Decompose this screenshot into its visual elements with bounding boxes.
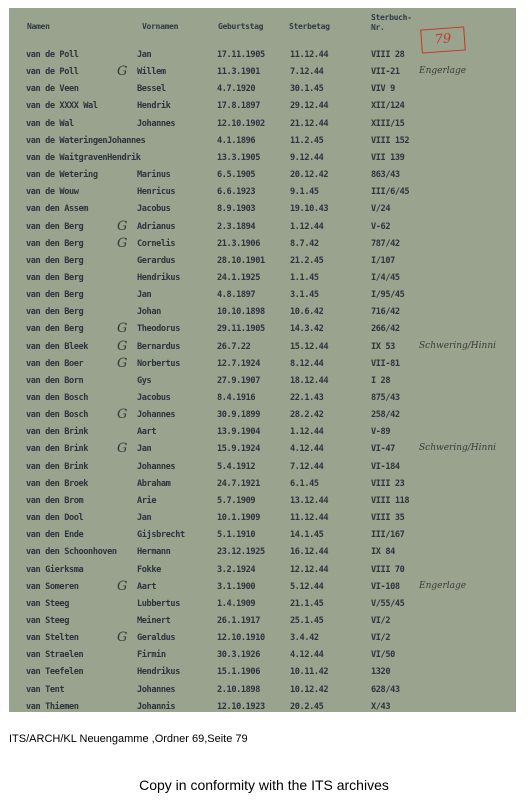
cell-first-name: Gijsbrecht	[137, 530, 185, 541]
cell-birth-date: 23.12.1925	[217, 547, 265, 558]
handwritten-mark: G	[117, 441, 128, 457]
cell-birth-date: 11.3.1901	[217, 67, 260, 78]
cell-register-number: I 28	[371, 375, 391, 386]
cell-death-date: 11.12.44	[290, 513, 329, 524]
cell-register-number: VI-184	[371, 461, 400, 472]
cell-name: van Straelen	[26, 650, 84, 661]
cell-birth-date: 8.4.1916	[217, 393, 256, 403]
cell-first-name: Adrianus	[137, 221, 176, 232]
cell-first-name: Jan	[137, 513, 152, 524]
cell-name: van de Poll	[26, 67, 79, 78]
cell-death-date: 11.12.44	[290, 50, 329, 60]
cell-register-number: V/55/45	[371, 598, 405, 609]
cell-name: van den Bosch	[26, 393, 89, 403]
cell-death-date: 22.1.43	[290, 393, 324, 403]
cell-first-name: Willem	[137, 67, 166, 78]
cell-register-number: 875/43	[371, 393, 400, 403]
cell-death-date: 21.12.44	[290, 118, 329, 129]
cell-name: van den Dool	[26, 513, 84, 524]
cell-name: van Steeg	[26, 615, 69, 626]
cell-birth-date: 2.3.1894	[217, 221, 256, 232]
cell-first-name: Abraham	[137, 478, 171, 489]
cell-birth-date: 30.3.1926	[217, 650, 260, 661]
cell-name: van den Boer	[26, 358, 84, 369]
cell-register-number: 628/43	[371, 684, 400, 695]
cell-name: van de Wouw	[26, 187, 79, 198]
cell-death-date: 21.2.45	[290, 255, 324, 266]
cell-death-date: 10.11.42	[290, 667, 329, 678]
header-vornamen: Vornamen	[142, 22, 179, 31]
cell-name: van den Brom	[26, 495, 84, 506]
cell-register-number: 266/42	[371, 324, 400, 335]
header-geburtstag: Geburtstag	[218, 22, 264, 31]
cell-name: van Someren	[26, 581, 79, 592]
cell-death-date: 10.6.42	[290, 307, 324, 318]
cell-first-name: Lubbertus	[137, 598, 180, 609]
archive-reference: ITS/ARCH/KL Neuengamme ,Ordner 69,Seite 79	[9, 733, 248, 745]
cell-first-name: Jan	[137, 50, 152, 60]
cell-death-date: 4.12.44	[290, 650, 324, 661]
cell-death-date: 1.12.44	[290, 427, 324, 438]
cell-birth-date: 3.2.1924	[217, 564, 256, 575]
cell-register-number: III/6/45	[371, 187, 410, 198]
cell-first-name: Meinert	[137, 615, 171, 626]
cell-first-name: Hendrik	[137, 101, 171, 112]
cell-birth-date: 13.9.1904	[217, 427, 260, 438]
cell-birth-date: 5.7.1909	[217, 495, 256, 506]
cell-name: van den Bleek	[26, 341, 89, 352]
cell-register-number: VI/2	[371, 633, 391, 644]
cell-name: van Teefelen	[26, 667, 84, 678]
cell-name: van den Bosch	[26, 410, 89, 421]
handwritten-margin-note: Engerlage	[419, 580, 467, 591]
cell-first-name: Geraldus	[137, 633, 176, 644]
header-namen: Namen	[27, 22, 50, 31]
cell-register-number: IX 53	[371, 341, 395, 352]
cell-birth-date: 6.6.1923	[217, 187, 256, 198]
cell-register-number: VIII 70	[371, 564, 405, 575]
cell-register-number: 716/42	[371, 307, 400, 318]
handwritten-mark: G	[117, 578, 128, 594]
cell-death-date: 4.12.44	[290, 444, 324, 455]
cell-birth-date: 5.1.1910	[217, 530, 256, 541]
cell-first-name: Johannes	[137, 410, 176, 421]
cell-register-number: VIII 23	[371, 478, 405, 489]
cell-register-number: VIII 28	[371, 50, 405, 60]
handwritten-mark: G	[117, 630, 128, 646]
cell-name: van den Brink	[26, 427, 89, 438]
handwritten-mark: G	[117, 338, 128, 354]
cell-name: van den Berg	[26, 255, 84, 266]
cell-register-number: X/43	[371, 701, 391, 712]
cell-birth-date: 15.9.1924	[217, 444, 260, 455]
cell-birth-date: 1.4.1909	[217, 598, 256, 609]
copy-notice: Copy in conformity with the ITS archives	[139, 777, 389, 793]
cell-name: van den Berg	[26, 272, 84, 283]
cell-register-number: VI/2	[371, 615, 391, 626]
cell-birth-date: 10.10.1898	[217, 307, 265, 318]
cell-death-date: 5.12.44	[290, 581, 324, 592]
cell-birth-date: 6.5.1905	[217, 170, 256, 181]
cell-first-name: Firmin	[137, 650, 166, 661]
cell-name: van Steeg	[26, 598, 69, 609]
cell-death-date: 20.12.42	[290, 170, 329, 181]
handwritten-mark: G	[117, 407, 128, 423]
cell-birth-date: 4.7.1920	[217, 84, 256, 95]
cell-register-number: VIII 35	[371, 513, 405, 524]
cell-register-number: VI/50	[371, 650, 395, 661]
cell-birth-date: 26.7.22	[217, 341, 251, 352]
cell-name: van den Berg	[26, 290, 84, 301]
cell-name: van den Berg	[26, 221, 84, 232]
cell-death-date: 15.12.44	[290, 341, 329, 352]
cell-first-name: Jan	[137, 290, 152, 301]
cell-first-name: Jacobus	[137, 204, 171, 215]
cell-first-name: Norbertus	[137, 358, 180, 369]
cell-register-number: VI-108	[371, 581, 400, 592]
cell-death-date: 7.12.44	[290, 461, 324, 472]
cell-register-number: VIII 152	[371, 135, 410, 146]
cell-death-date: 30.1.45	[290, 84, 324, 95]
cell-register-number: VI-47	[371, 444, 395, 455]
cell-first-name: Gys	[137, 375, 152, 386]
cell-first-name: Gerardus	[137, 255, 176, 266]
cell-first-name: Johannes	[137, 461, 176, 472]
cell-death-date: 14.1.45	[290, 530, 324, 541]
cell-first-name: Jacobus	[137, 393, 171, 403]
cell-first-name: Jan	[137, 444, 152, 455]
cell-first-name: Bessel	[137, 84, 166, 95]
cell-register-number: XII/124	[371, 101, 405, 112]
cell-register-number: VII-21	[371, 67, 400, 78]
cell-birth-date: 27.9.1907	[217, 375, 260, 386]
cell-death-date: 6.1.45	[290, 478, 319, 489]
cell-death-date: 12.12.44	[290, 564, 329, 575]
cell-death-date: 19.10.43	[290, 204, 329, 215]
cell-register-number: 863/43	[371, 170, 400, 181]
cell-death-date: 7.12.44	[290, 67, 324, 78]
cell-register-number: V/24	[371, 204, 391, 215]
cell-register-number: 258/42	[371, 410, 400, 421]
cell-name: van den Brink	[26, 461, 89, 472]
cell-birth-date: 10.1.1909	[217, 513, 260, 524]
cell-register-number: 1320	[371, 667, 391, 678]
handwritten-margin-note: Engerlage	[419, 66, 467, 77]
cell-birth-date: 2.10.1898	[217, 684, 260, 695]
cell-name: van de Poll	[26, 50, 79, 60]
cell-death-date: 25.1.45	[290, 615, 324, 626]
cell-first-name: Aart	[137, 581, 157, 592]
cell-name: van den Ende	[26, 530, 84, 541]
handwritten-mark: G	[117, 355, 128, 371]
cell-birth-date: 24.1.1925	[217, 272, 260, 283]
cell-name: van den Born	[26, 375, 84, 386]
cell-death-date: 21.1.45	[290, 598, 324, 609]
handwritten-margin-note: Schwering/Hinni	[419, 443, 497, 454]
cell-register-number: VII-81	[371, 358, 400, 369]
cell-name: van den Schoonhoven	[26, 547, 117, 558]
cell-register-number: VIII 118	[371, 495, 410, 506]
cell-death-date: 3.4.42	[290, 633, 319, 644]
cell-first-name: Hermann	[137, 547, 171, 558]
cell-death-date: 9.12.44	[290, 152, 324, 163]
cell-birth-date: 17.8.1897	[217, 101, 260, 112]
cell-death-date: 3.1.45	[290, 290, 319, 301]
cell-name: van den Brink	[26, 444, 89, 455]
cell-birth-date: 28.10.1901	[217, 255, 265, 266]
cell-register-number: I/95/45	[371, 290, 405, 301]
cell-name: van de XXXX Wal	[26, 101, 98, 112]
cell-name: van den Berg	[26, 324, 84, 335]
handwritten-margin-note: Schwering/Hinni	[419, 340, 497, 351]
cell-birth-date: 12.7.1924	[217, 358, 260, 369]
cell-birth-date: 12.10.1902	[217, 118, 265, 129]
cell-first-name: Johannes	[137, 118, 176, 129]
cell-name: van den Berg	[26, 307, 84, 318]
cell-birth-date: 12.10.1923	[217, 701, 265, 712]
cell-name: van Stelten	[26, 633, 79, 644]
cell-name: van de Wetering	[26, 170, 98, 181]
cell-register-number: IX 84	[371, 547, 395, 558]
cell-birth-date: 13.3.1905	[217, 152, 260, 163]
cell-birth-date: 24.7.1921	[217, 478, 260, 489]
cell-name: van Tent	[26, 684, 65, 695]
cell-register-number: III/167	[371, 530, 405, 541]
cell-death-date: 10.12.42	[290, 684, 329, 695]
cell-name: van den Berg	[26, 238, 84, 249]
cell-death-date: 1.1.45	[290, 272, 319, 283]
scanned-document	[9, 8, 516, 712]
cell-name: van de Wal	[26, 118, 74, 129]
cell-death-date: 8.7.42	[290, 238, 319, 249]
cell-first-name: Marinus	[137, 170, 171, 181]
cell-birth-date: 3.1.1900	[217, 581, 256, 592]
cell-first-name: Henricus	[137, 187, 176, 198]
cell-birth-date: 26.1.1917	[217, 615, 260, 626]
cell-first-name: Johan	[137, 307, 161, 318]
cell-death-date: 11.2.45	[290, 135, 324, 146]
cell-register-number: I/107	[371, 255, 395, 266]
cell-birth-date: 17.11.1905	[217, 50, 265, 60]
cell-first-name: Theodorus	[137, 324, 180, 335]
cell-name: van de WaitgravenHendrik	[26, 152, 141, 163]
cell-death-date: 13.12.44	[290, 495, 329, 506]
cell-birth-date: 5.4.1912	[217, 461, 256, 472]
cell-name: van Gierksma	[26, 564, 84, 575]
cell-first-name: Bernardus	[137, 341, 180, 352]
cell-register-number: XIII/15	[371, 118, 405, 129]
cell-register-number: V-89	[371, 427, 391, 438]
cell-death-date: 8.12.44	[290, 358, 324, 369]
cell-register-number: I/4/45	[371, 272, 400, 283]
header-sterbebuch-nr: Sterbuch- Nr.	[371, 13, 412, 32]
cell-name: van den Broek	[26, 478, 89, 489]
cell-birth-date: 29.11.1905	[217, 324, 265, 335]
cell-birth-date: 15.1.1906	[217, 667, 260, 678]
cell-birth-date: 12.10.1910	[217, 633, 265, 644]
header-sterbetag: Sterbetag	[289, 22, 330, 31]
cell-name: van den Assem	[26, 204, 89, 215]
cell-first-name: Arie	[137, 495, 157, 506]
cell-death-date: 14.3.42	[290, 324, 324, 335]
cell-first-name: Cornelis	[137, 238, 176, 249]
cell-first-name: Aart	[137, 427, 157, 438]
handwritten-mark: G	[117, 321, 128, 337]
page-number-stamp: 79	[420, 26, 466, 53]
cell-name: van Thiemen	[26, 701, 79, 712]
cell-death-date: 28.2.42	[290, 410, 324, 421]
handwritten-mark: G	[117, 235, 128, 251]
cell-register-number: 787/42	[371, 238, 400, 249]
cell-name: van de WateringenJohannes	[26, 135, 146, 146]
handwritten-mark: G	[117, 218, 128, 234]
cell-death-date: 20.2.45	[290, 701, 324, 712]
handwritten-mark: G	[117, 64, 128, 80]
cell-birth-date: 4.8.1897	[217, 290, 256, 301]
cell-register-number: VIV 9	[371, 84, 395, 95]
cell-birth-date: 21.3.1906	[217, 238, 260, 249]
cell-death-date: 29.12.44	[290, 101, 329, 112]
cell-birth-date: 8.9.1903	[217, 204, 256, 215]
cell-first-name: Fokke	[137, 564, 161, 575]
cell-first-name: Hendrikus	[137, 667, 180, 678]
cell-death-date: 9.1.45	[290, 187, 319, 198]
cell-first-name: Hendrikus	[137, 272, 180, 283]
cell-death-date: 16.12.44	[290, 547, 329, 558]
cell-birth-date: 4.1.1896	[217, 135, 256, 146]
cell-death-date: 18.12.44	[290, 375, 329, 386]
cell-name: van de Veen	[26, 84, 79, 95]
cell-register-number: V-62	[371, 221, 391, 232]
cell-birth-date: 30.9.1899	[217, 410, 260, 421]
cell-first-name: Johannis	[137, 701, 176, 712]
cell-register-number: VII 139	[371, 152, 405, 163]
cell-death-date: 1.12.44	[290, 221, 324, 232]
cell-first-name: Johannes	[137, 684, 176, 695]
